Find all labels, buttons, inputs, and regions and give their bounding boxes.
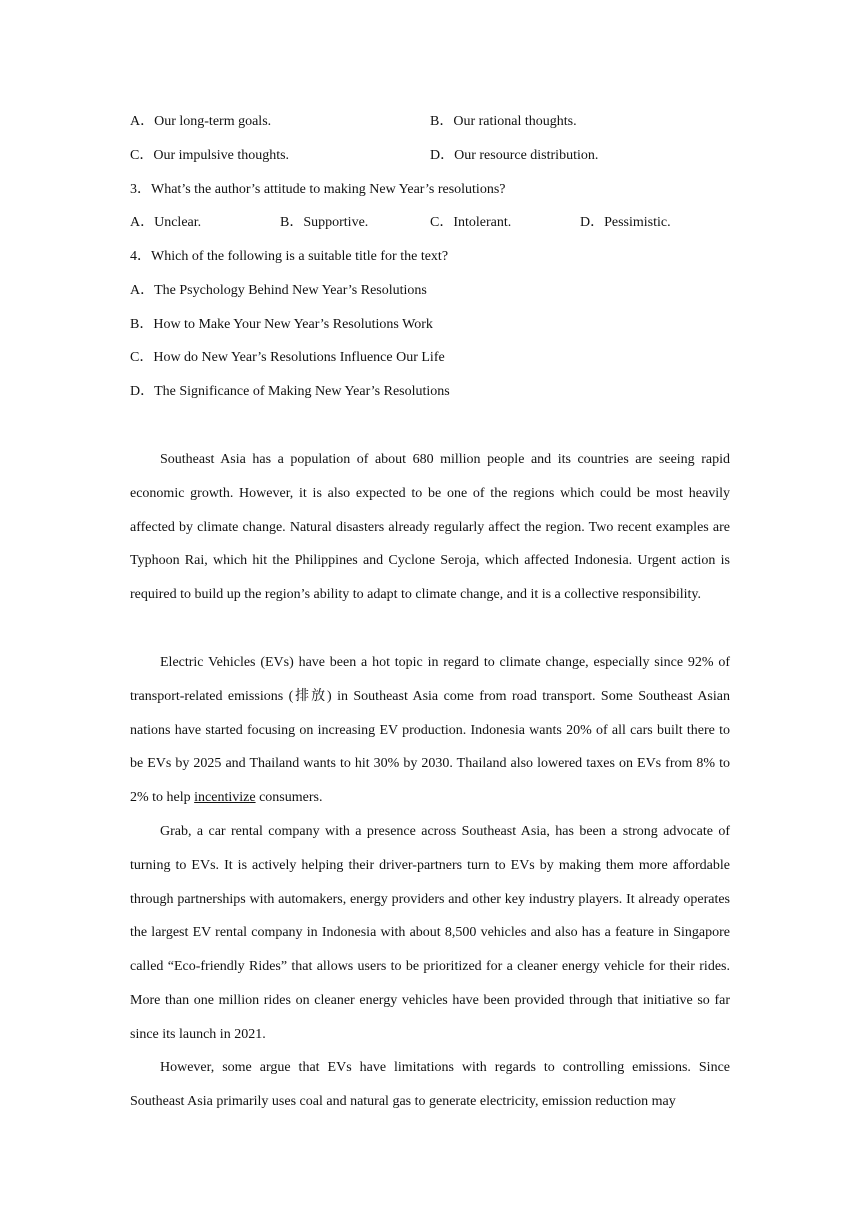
- underlined-word: incentivize: [194, 790, 256, 806]
- passage-paragraph-3: Grab, a car rental company with a presence across Southeast Asia, has been a strong advocate of turning to EVs. It is actively helping their driver-partners turn to EVs by making them more affordable through partnerships with automakers, energy providers and other key industry players. It already operates the largest EV rental company in Indonesia with about 8,500 vehicles and also has a feature in Singapore called “Eco-friendly Rides” that allows users to be prioritized for a cleaner energy vehicle for their rides. More than one million rides on cleaner energy vehicles have been provided through that initiative so far since its launch in 2021.: [130, 824, 730, 1042]
- q4-option-a: A．The Psychology Behind New Year’s Resolutions: [130, 283, 427, 298]
- passage-paragraph-2: [130, 646, 730, 815]
- q3-option-d: D．Pessimistic.: [580, 215, 671, 230]
- paragraph-2-end: consumers.: [255, 790, 323, 806]
- q2-option-c: C．Our impulsive thoughts.: [130, 148, 290, 163]
- q4-option-c: C．How do New Year’s Resolutions Influence Our Life: [130, 350, 445, 365]
- q3-stem: 3．What’s the author’s attitude to making New Year’s resolutions?: [130, 182, 506, 197]
- paragraph-2-text: Electric Vehicles (EVs) have been a hot topic in regard to climate change, especially since 92% of transport-related emissions (排放) in Southeast Asia come from road transport. Some Southeast Asian nations have started focusing on increasing EV production. Indonesia wants 20% of all cars built there to be EVs by 2025 and Thailand wants to hit 30% by 2030. Thailand also lowered taxes on EVs from 8% to 2% to help: [130, 655, 730, 806]
- q4-stem: 4．Which of the following is a suitable title for the text?: [130, 249, 449, 264]
- q2-option-b: B．Our rational thoughts.: [430, 114, 577, 129]
- q3-option-b: B．Supportive.: [280, 215, 369, 230]
- passage-paragraph-4: However, some argue that EVs have limitations with regards to controlling emissions. Since Southeast Asia primarily uses coal and natural gas to generate electricity, emission reduction may: [130, 1060, 730, 1109]
- q4-option-b: B．How to Make Your New Year’s Resolutions Work: [130, 317, 433, 332]
- q2-option-d: D．Our resource distribution.: [430, 148, 599, 163]
- q4-option-d: D．The Significance of Making New Year’s Resolutions: [130, 384, 450, 399]
- q3-option-c: C．Intolerant.: [430, 215, 512, 230]
- q2-option-a: A．Our long-term goals.: [130, 114, 272, 129]
- passage-paragraph-1: Southeast Asia has a population of about 680 million people and its countries are seeing rapid economic growth. However, it is also expected to be one of the regions which could be most heavily affected by climate change. Natural disasters already regularly affect the region. Two recent examples are Typhoon Rai, which hit the Philippines and Cyclone Seroja, which affected Indonesia. Urgent action is required to build up the region’s ability to adapt to climate change, and it is a collective responsibility.: [130, 452, 730, 603]
- q3-option-a: A．Unclear.: [130, 215, 202, 230]
